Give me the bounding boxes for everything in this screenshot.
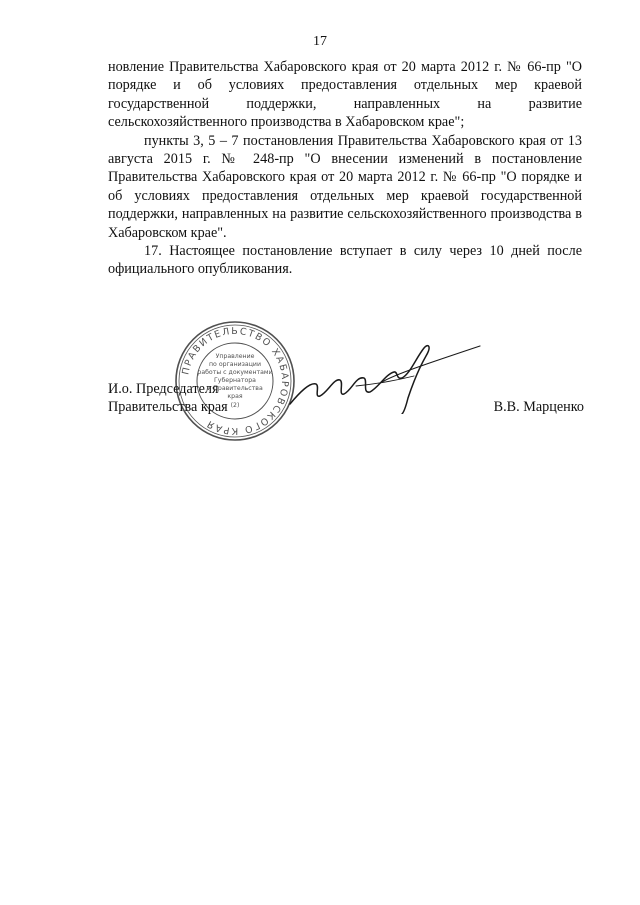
stamp-center-line6: края [227, 393, 243, 400]
signatory-name: В.В. Марценко [493, 399, 584, 415]
signatory-position-line1: И.о. Председателя [108, 381, 219, 397]
document-body [108, 58, 582, 279]
stamp-center-line1: Управление [215, 353, 255, 360]
signatory-position-line2: Правительства края [108, 399, 228, 415]
stamp-center-line5: и Правительства [207, 385, 263, 392]
official-seal-stamp [174, 320, 296, 442]
stamp-ring-text: ПРАВИТЕЛЬСТВО ХАБАРОВСКОГО КРАЯ [180, 325, 291, 437]
paragraph-items-3-5-7: пункты 3, 5 – 7 постановления Правительства Хабаровского края от 13 августа 2015 г. № 248-пр "О внесении изменений в постановление Правительства Хабаровского края от 20 марта 2012 г. № 66-пр "О порядке и об условиях предоставления отдельных мер краевой государственной поддержки, направленных на развитие сельскохозяйственного производства в Хабаровском крае". [108, 132, 582, 241]
paragraph-continuation: новление Правительства Хабаровского края от 20 марта 2012 г. № 66-пр "О порядке и об условиях предоставления отдельных мер краевой государственной поддержки, направленных на развитие сельскохозяйственного производства в Хабаровском крае"; [108, 59, 582, 131]
page-number: 17 [313, 34, 327, 49]
stamp-center-line2: по организации [209, 361, 261, 368]
stamp-center-line7: (2) [230, 402, 240, 409]
stamp-center-line4: Губернатора [214, 377, 256, 384]
paragraph-17-effective-date: 17. Настоящее постановление вступает в силу через 10 дней после официального опубликования. [108, 243, 582, 278]
handwritten-signature [286, 334, 482, 414]
stamp-center-line3: работы с документами [197, 369, 273, 376]
